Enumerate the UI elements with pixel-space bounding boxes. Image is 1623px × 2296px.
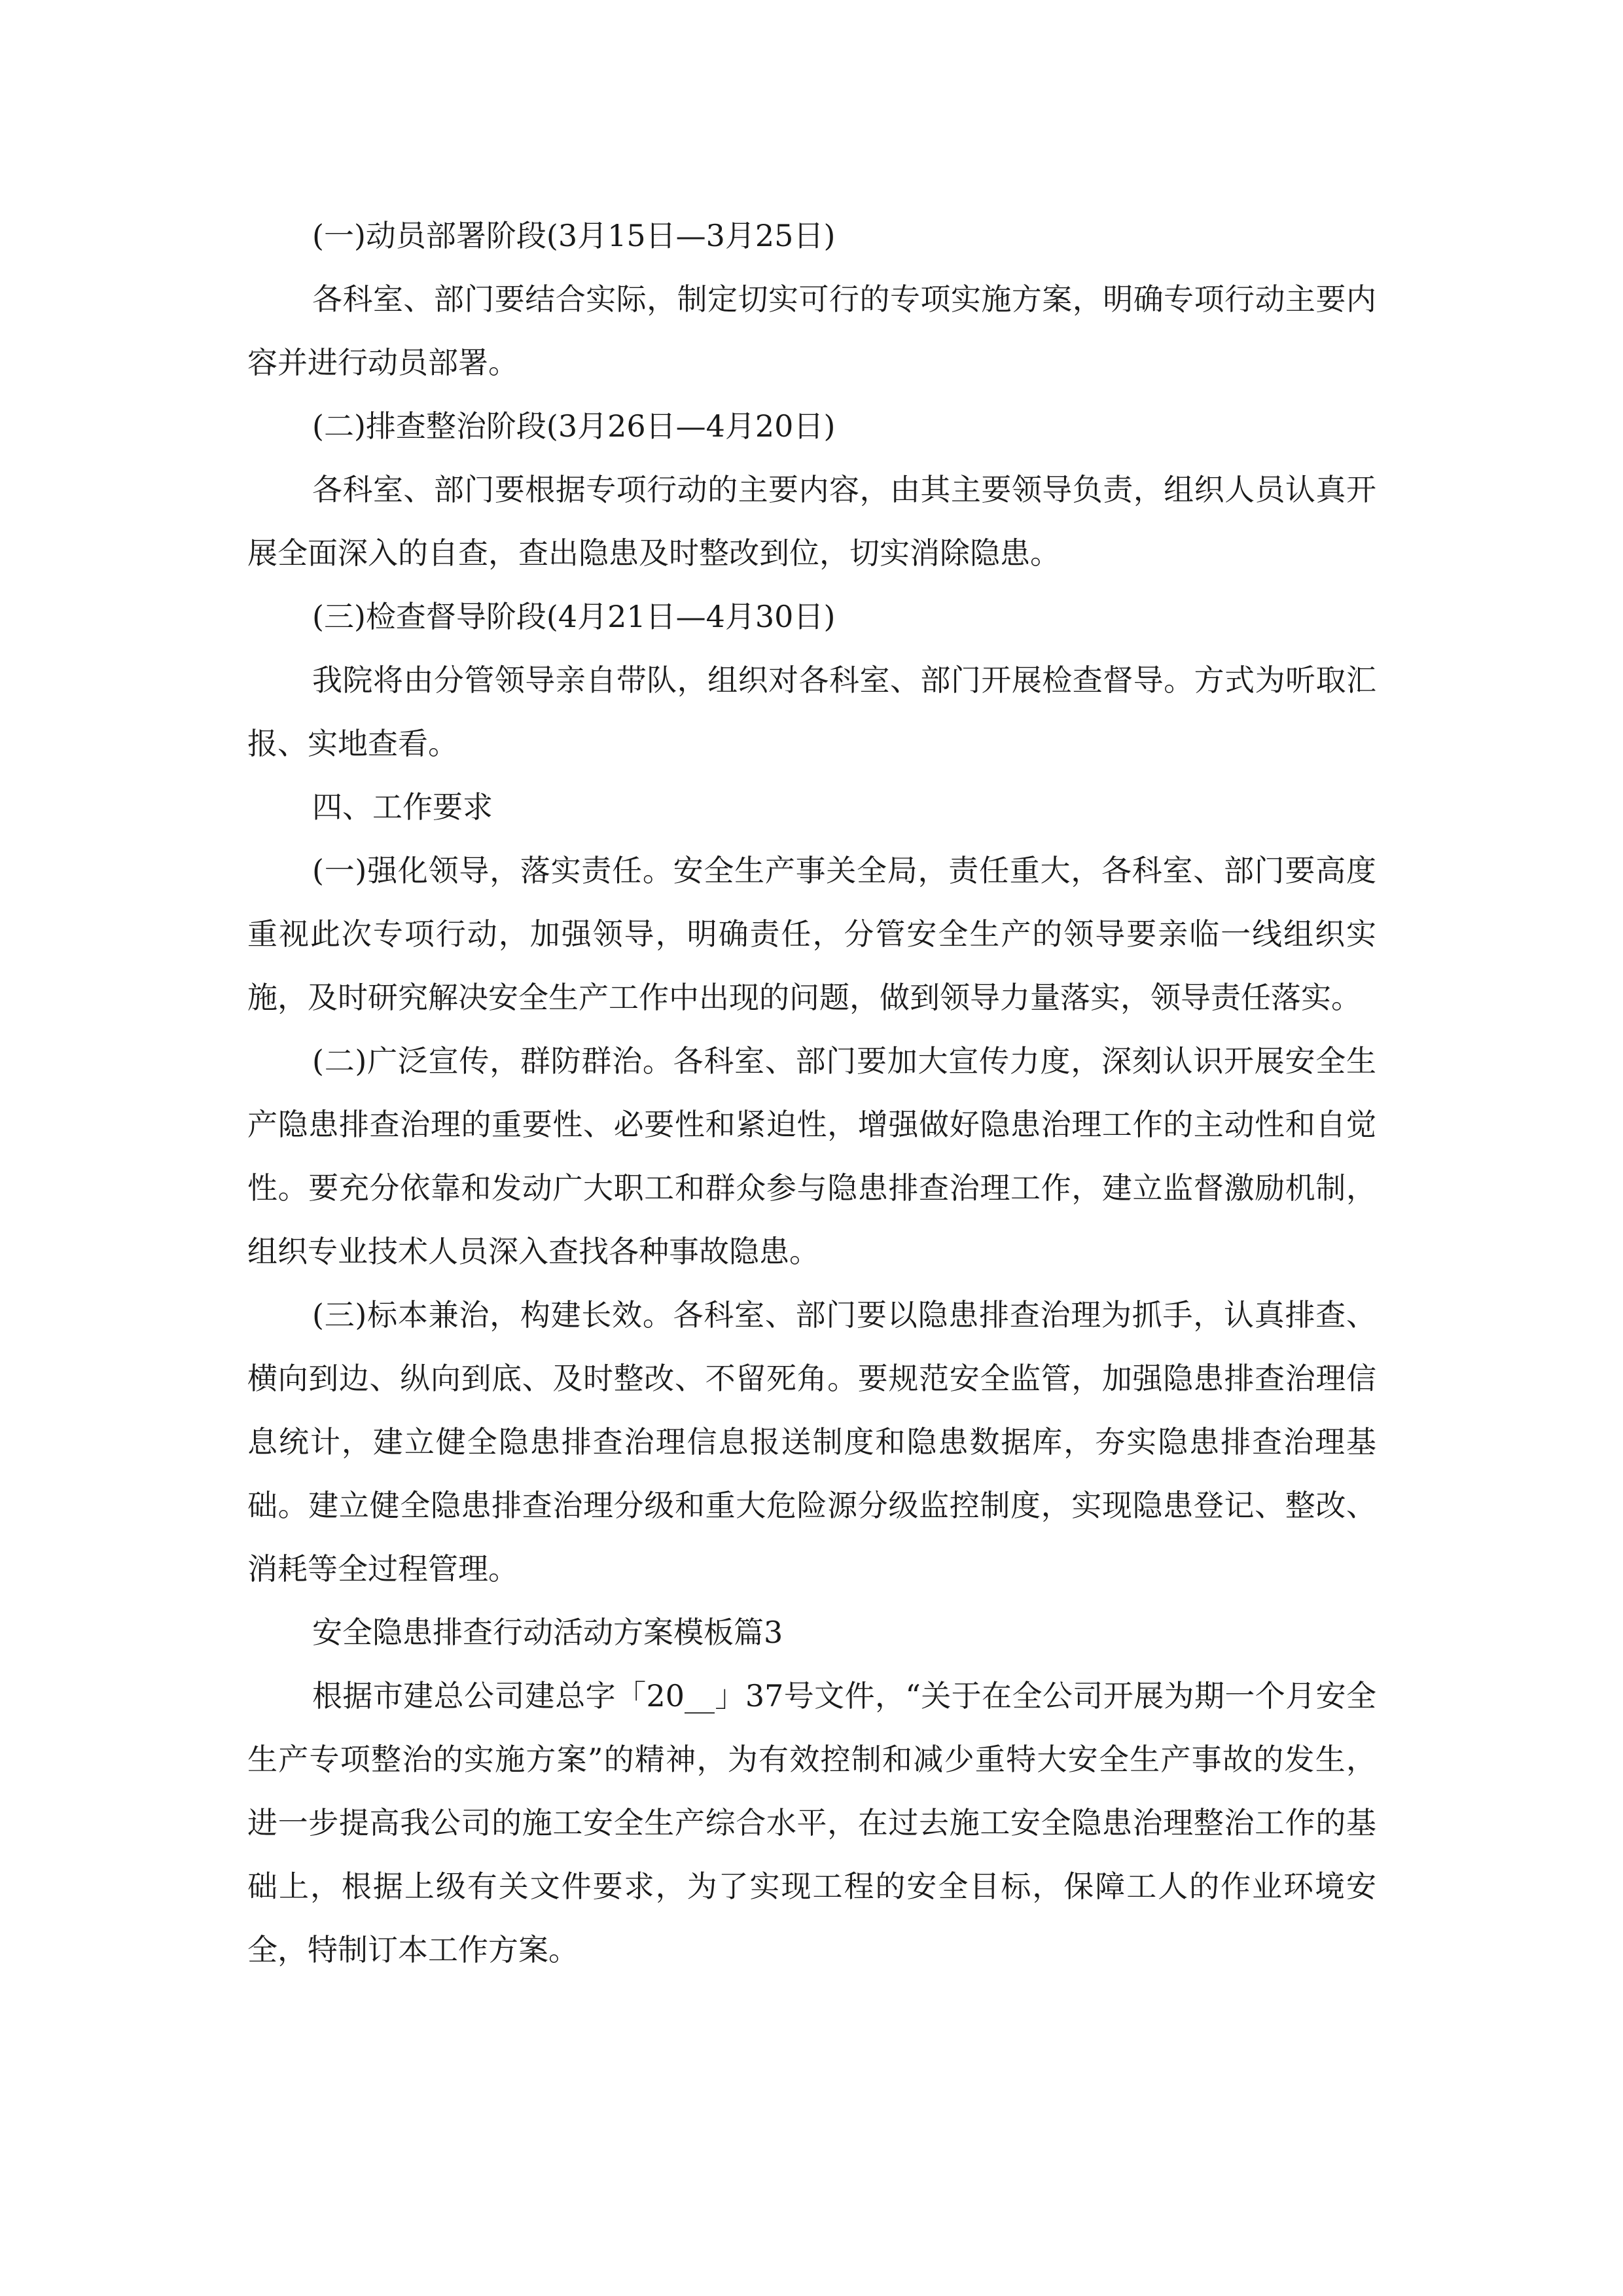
requirement-2: (二)广泛宣传，群防群治。各科室、部门要加大宣传力度，深刻认识开展安全生产隐患排查治理的重要性、必要性和紧迫性，增强做好隐患治理工作的主动性和自觉性。要充分依靠和发动广大职工和群众参与隐患排查治理工作，建立监督激励机制，组织专业技术人员深入查找各种事故隐患。 [247, 1043, 1376, 1269]
template-3-intro: 根据市建总公司建总字「20__」37号文件，“关于在全公司开展为期一个月安全生产专项整治的实施方案”的精神，为有效控制和减少重特大安全生产事故的发生，进一步提高我公司的施工安全生产综合水平，在过去施工安全隐患治理整治工作的基础上，根据上级有关文件要求，为了实现工程的安全目标，保障工人的作业环境安全，特制订本工作方案。 [247, 1678, 1376, 1967]
requirement-3: (三)标本兼治，构建长效。各科室、部门要以隐患排查治理为抓手，认真排查、横向到边、纵向到底、及时整改、不留死角。要规范安全监管，加强隐患排查治理信息统计，建立健全隐患排查治理信息报送制度和隐患数据库，夯实隐患排查治理基础。建立健全隐患排查治理分级和重大危险源分级监控制度，实现隐患登记、整改、消耗等全过程管理。 [247, 1297, 1376, 1587]
phase-2-body: 各科室、部门要根据专项行动的主要内容，由其主要领导负责，组织人员认真开展全面深入的自查，查出隐患及时整改到位，切实消除隐患。 [247, 472, 1376, 571]
phase-3-body: 我院将由分管领导亲自带队，组织对各科室、部门开展检查督导。方式为听取汇报、实地查看。 [247, 662, 1376, 761]
document-page [247, 204, 1376, 1982]
phase-2-heading: (二)排查整治阶段(3月26日—4月20日) [312, 408, 836, 444]
template-3-title: 安全隐患排查行动活动方案模板篇3 [312, 1615, 783, 1650]
requirement-1: (一)强化领导，落实责任。安全生产事关全局，责任重大，各科室、部门要高度重视此次专项行动，加强领导，明确责任，分管安全生产的领导要亲临一线组织实施，及时研究解决安全生产工作中出现的问题，做到领导力量落实，领导责任落实。 [247, 853, 1376, 1015]
phase-1-body: 各科室、部门要结合实际，制定切实可行的专项实施方案，明确专项行动主要内容并进行动员部署。 [247, 281, 1376, 380]
phase-3-heading: (三)检查督导阶段(4月21日—4月30日) [312, 599, 836, 634]
phase-1-heading: (一)动员部署阶段(3月15日—3月25日) [312, 218, 836, 253]
section-4-heading: 四、工作要求 [312, 789, 493, 825]
